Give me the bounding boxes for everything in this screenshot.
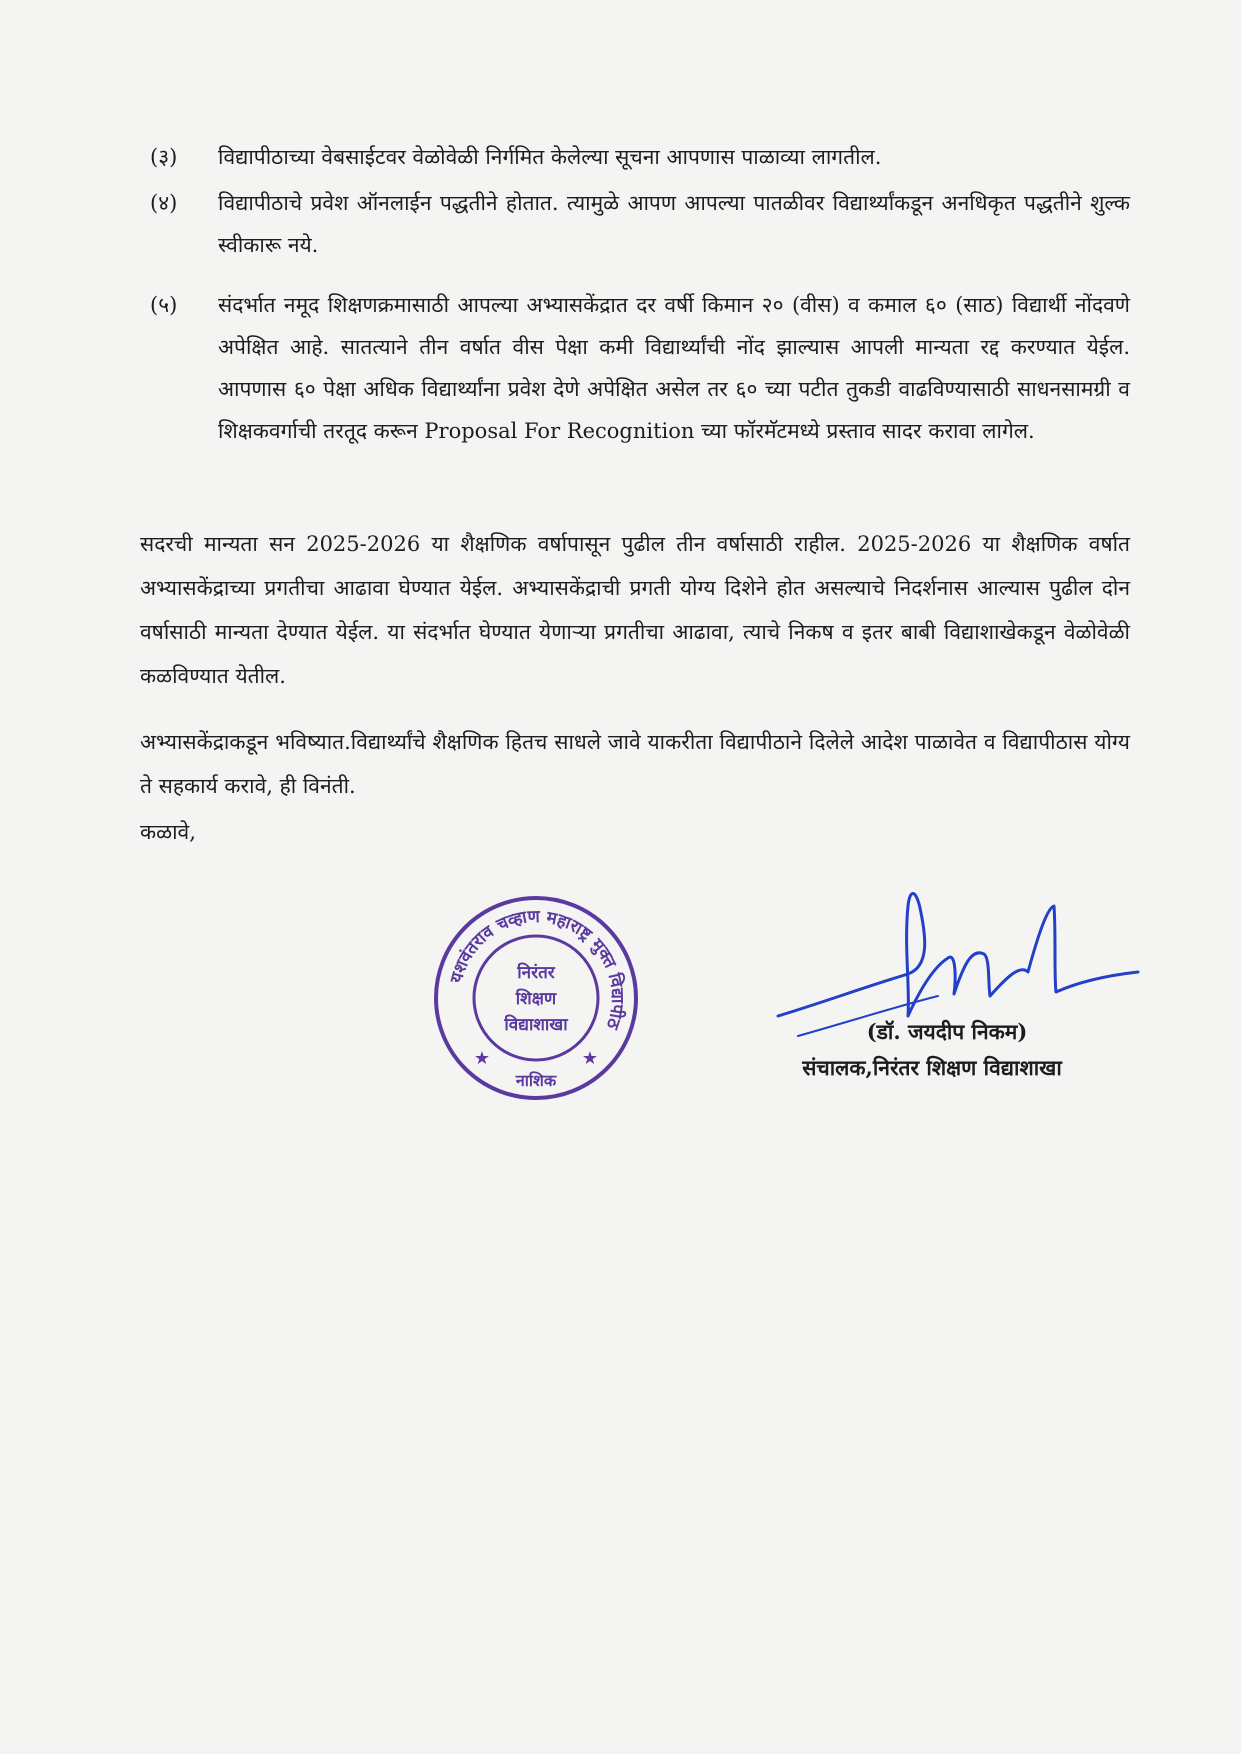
university-seal — [432, 894, 640, 1102]
request-paragraph: अभ्यासकेंद्राकडून भविष्यात.विद्यार्थ्यांचे शैक्षणिक हितच साधले जावे याकरीता विद्यापीठाने दिलेले आदेश पाळावेत व विद्यापीठास योग्य ते सहकार्य करावे, ही विनंती. — [140, 730, 1130, 798]
signatory-designation: संचालक,निरंतर शिक्षण विद्याशाखा — [802, 1055, 1062, 1080]
seal-star-right-icon: ★ — [581, 1048, 599, 1069]
seal-center-line-3: विद्याशाखा — [504, 1015, 568, 1035]
item-number: (५) — [150, 293, 178, 317]
validity-paragraph: सदरची मान्यता सन 2025-2026 या शैक्षणिक वर्षापासून पुढील तीन वर्षासाठी राहील. 2025-2026 या शैक्षणिक वर्षात अभ्यासकेंद्राच्या प्रगतीचा आढावा घेण्यात येईल. अभ्यासकेंद्राची प्रगती योग्य दिशेने होत असल्याचे निदर्शनास आल्यास पुढील दोन वर्षासाठी मान्यता देण्यात येईल. या संदर्भात घेण्यात येणाऱ्या प्रगतीचा आढावा, त्याचे निकष व इतर बाबी विद्याशाखेकडून वेळोवेळी कळविण्यात येतील. — [140, 532, 1130, 688]
item-number: (४) — [150, 191, 178, 215]
seal-center-line-2: शिक्षण — [515, 989, 557, 1009]
list-item-5 — [150, 284, 1130, 452]
seal-star-left-icon: ★ — [473, 1048, 491, 1069]
item-text: विद्यापीठाचे प्रवेश ऑनलाईन पद्धतीने होतात. त्यामुळे आपण आपल्या पातळीवर विद्यार्थ्यांकडून अनधिकृत पद्धतीने शुल्क स्वीकारू नये. — [218, 191, 1130, 257]
list-item-3 — [150, 136, 1130, 178]
list-item-4 — [150, 182, 1130, 266]
closing-salutation: कळावे, — [140, 820, 196, 844]
seal-ring-text: यशवंतराव चव्हाण महाराष्ट्र मुक्त विद्यापीठ — [446, 906, 628, 1032]
item-text: संदर्भात नमूद शिक्षणक्रमासाठी आपल्या अभ्यासकेंद्रात दर वर्षी किमान २० (वीस) व कमाल ६० (साठ) विद्यार्थी नोंदवणे अपेक्षित आहे. सातत्याने तीन वर्षात वीस पेक्षा कमी विद्यार्थ्यांची नोंद झाल्यास आपली मान्यता रद्द करण्यात येईल. आपणास ६० पेक्षा अधिक विद्यार्थ्यांना प्रवेश देणे अपेक्षित असेल तर ६० च्या पटीत तुकडी वाढविण्यासाठी साधनसामग्री व शिक्षकवर्गाची तरतूद करून Proposal For Recognition च्या फॉरमॅटमध्ये प्रस्ताव सादर करावा लागेल. — [218, 293, 1130, 443]
item-text: विद्यापीठाच्या वेबसाईटवर वेळोवेळी निर्गमित केलेल्या सूचना आपणास पाळाव्या लागतील. — [218, 145, 882, 169]
signature-block — [752, 1014, 1112, 1086]
signatory-name: (डॉ. जयदीप निकम) — [866, 1019, 1028, 1044]
item-number: (३) — [150, 145, 178, 169]
seal-bottom-text: नाशिक — [515, 1071, 557, 1090]
seal-center-line-1: निरंतर — [517, 963, 555, 983]
